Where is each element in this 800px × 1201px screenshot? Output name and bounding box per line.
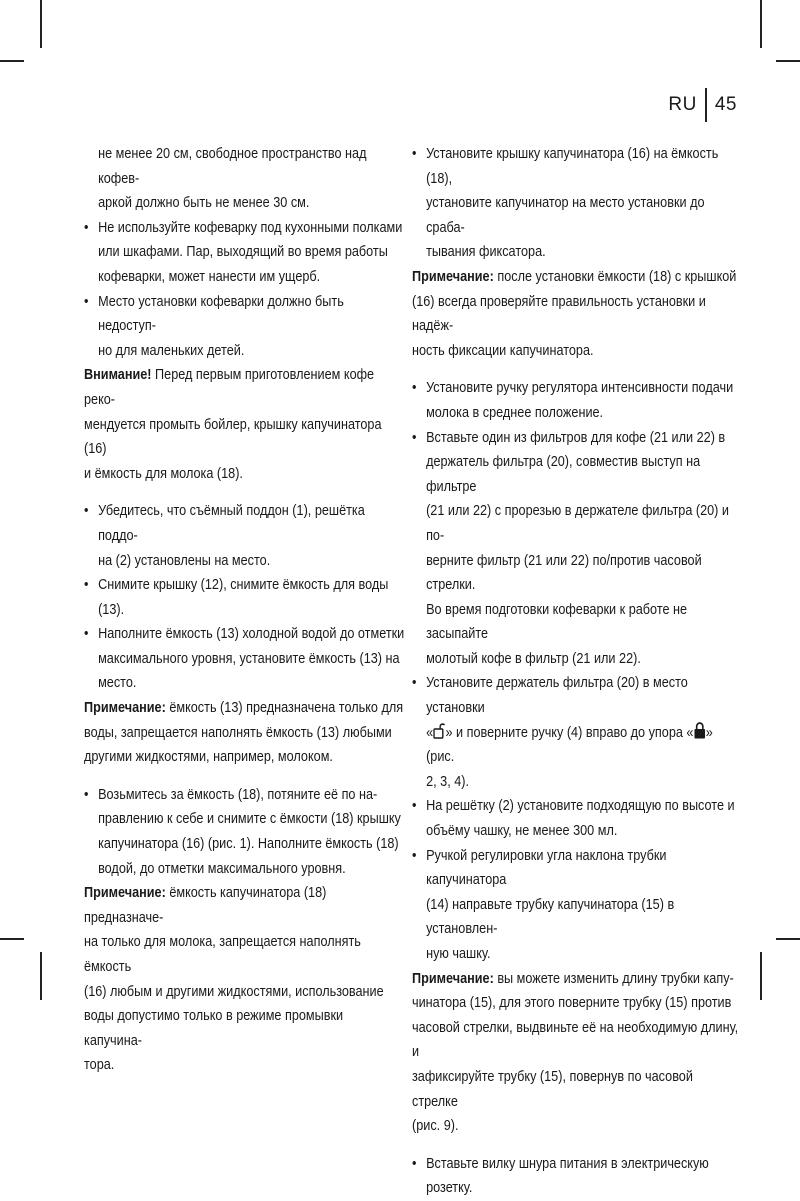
text-line: установите капучинатор на место установки до сраба- [426, 195, 705, 236]
note-label: Примечание: [412, 970, 494, 987]
note-paragraph [412, 967, 741, 1139]
list-item [412, 376, 741, 425]
text-line: вы можете изменить длину трубки капу- [493, 970, 734, 987]
crop-mark [760, 952, 762, 1000]
list-item [84, 216, 404, 290]
list-item [84, 783, 404, 881]
left-column [84, 142, 404, 1078]
text-line: не менее 20 см, свободное пространство над кофев- [98, 146, 367, 187]
text-line: (13). [98, 601, 125, 618]
text-line: объёму чашку, не менее 300 мл. [426, 823, 618, 840]
text-line: Перед первым приготовлением кофе реко- [84, 367, 375, 408]
text-line: воды, запрещается наполнять ёмкость (13) любыми [84, 724, 392, 741]
list-item [84, 573, 404, 622]
page-header [668, 88, 737, 122]
text-line: кофеварки, может нанести им ущерб. [98, 268, 321, 285]
text-line: » (рис. [426, 724, 713, 766]
crop-mark [40, 952, 42, 1000]
text-line: ность фиксации капучинатора. [412, 342, 594, 359]
list-item [412, 794, 741, 843]
text-line: молотый кофе в фильтр (21 или 22). [426, 650, 641, 667]
note-paragraph [412, 265, 741, 363]
text-line: (21 или 22) с прорезью в держателе фильтра (20) и по- [426, 503, 730, 544]
text-line: Вставьте вилку шнура питания в электрическую [426, 1155, 709, 1172]
text-line: ёмкость (13) предназначена только для [165, 700, 404, 717]
note-paragraph [84, 696, 404, 770]
text-line: розетку. [426, 1180, 473, 1197]
text-line: на только для молока, запрещается наполнять ёмкость [84, 934, 361, 975]
text-line: воды допустимо только в режиме промывки капучина- [84, 1008, 344, 1049]
unlocked-padlock-icon [433, 722, 445, 739]
text-line: аркой должно быть не менее 30 см. [98, 195, 310, 212]
text-line: Установите ручку регулятора интенсивности подачи [426, 380, 734, 397]
warning-label: Внимание! [84, 367, 152, 384]
text-line: Не используйте кофеварку под кухонными полками [98, 219, 403, 236]
right-column [412, 142, 741, 1201]
note-label: Примечание: [84, 700, 166, 717]
text-line: зафиксируйте трубку (15), повернув по часовой стрелке [412, 1068, 693, 1110]
crop-mark [0, 938, 24, 940]
crop-mark [40, 0, 42, 48]
text-line: правлению к себе и снимите с ёмкости (18) крышку [98, 811, 401, 828]
text-line: мендуется промыть бойлер, крышку капучинатора (16) [84, 416, 382, 458]
text-line: Убедитесь, что съёмный поддон (1), решётка поддо- [98, 503, 365, 544]
list-item [412, 844, 741, 967]
text-line: на (2) установлены на место. [98, 552, 271, 569]
continued-paragraph [84, 142, 404, 216]
text-line: место. [98, 675, 137, 692]
text-line: чинатора (15), для этого поверните трубку (15) против [412, 995, 732, 1012]
text-line: Установите крышку капучинатора (16) на ёмкость (18), [426, 146, 719, 187]
text-line: молока в среднее положение. [426, 404, 604, 421]
note-label: Примечание: [84, 885, 166, 902]
list-item [84, 290, 404, 364]
text-line: и ёмкость для молока (18). [84, 465, 243, 482]
text-line: На решётку (2) установите подходящую по высоте и [426, 798, 735, 815]
crop-mark [0, 60, 24, 62]
text-line: Во время подготовки кофеварки к работе не засыпайте [426, 601, 688, 643]
text-line: ёмкость капучинатора (18) предназначе- [84, 885, 327, 926]
text-line: (14) направьте трубку капучинатора (15) в установлен- [426, 896, 675, 938]
text-line: держатель фильтра (20), совместив выступ на фильтре [426, 454, 701, 495]
text-line: Возьмитесь за ёмкость (18), потяните её по на- [98, 786, 378, 803]
text-line: « [426, 724, 434, 741]
text-line: Снимите крышку (12), снимите ёмкость для воды [98, 577, 389, 594]
list-item [412, 1152, 741, 1201]
text-line: водой, до отметки максимального уровня. [98, 860, 346, 877]
crop-mark [760, 0, 762, 48]
list-item [412, 142, 741, 265]
text-line: » и поверните ручку (4) вправо до упора « [445, 724, 694, 741]
locked-padlock-icon [693, 722, 705, 739]
text-line: тора. [84, 1057, 115, 1074]
list-item [412, 671, 741, 794]
text-line: (16) всегда проверяйте правильность установки и надёж- [412, 293, 706, 335]
text-line: Наполните ёмкость (13) холодной водой до отметки [98, 626, 405, 643]
list-item [84, 499, 404, 573]
list-item [84, 622, 404, 696]
warning-paragraph [84, 363, 404, 486]
note-label: Примечание: [412, 268, 494, 285]
text-line: капучинатора (16) (рис. 1). Наполните ёмкость (18) [98, 836, 399, 853]
text-line: но для маленьких детей. [98, 342, 245, 359]
text-line: ную чашку. [426, 946, 491, 962]
page-number: 45 [714, 94, 737, 115]
text-line: тывания фиксатора. [426, 244, 546, 261]
header-divider [705, 88, 707, 122]
text-line: Вставьте один из фильтров для кофе (21 или 22) в [426, 429, 726, 446]
note-paragraph [84, 881, 404, 1078]
text-line: Установите держатель фильтра (20) в место установки [426, 675, 688, 717]
text-line: верните фильтр (21 или 22) по/против часовой стрелки. [426, 552, 702, 594]
text-line: часовой стрелки, выдвиньте её на необходимую длину, и [412, 1019, 739, 1061]
text-line: (рис. 9). [412, 1118, 459, 1135]
text-line: другими жидкостями, например, молоком. [84, 749, 333, 766]
text-line: максимального уровня, установите ёмкость (13) на [98, 650, 400, 667]
text-line: Ручкой регулировки угла наклона трубки капучинатора [426, 847, 667, 889]
text-line: после установки ёмкости (18) с крышкой [493, 268, 737, 285]
text-line: (16) любым и другими жидкостями, использование [84, 983, 384, 1000]
list-item [412, 426, 741, 672]
language-code: RU [668, 94, 697, 115]
crop-mark [776, 938, 800, 940]
crop-mark [776, 60, 800, 62]
text-line: Место установки кофеварки должно быть недоступ- [98, 293, 344, 335]
text-line: 2, 3, 4). [426, 773, 470, 790]
text-line: или шкафами. Пар, выходящий во время работы [98, 244, 388, 261]
